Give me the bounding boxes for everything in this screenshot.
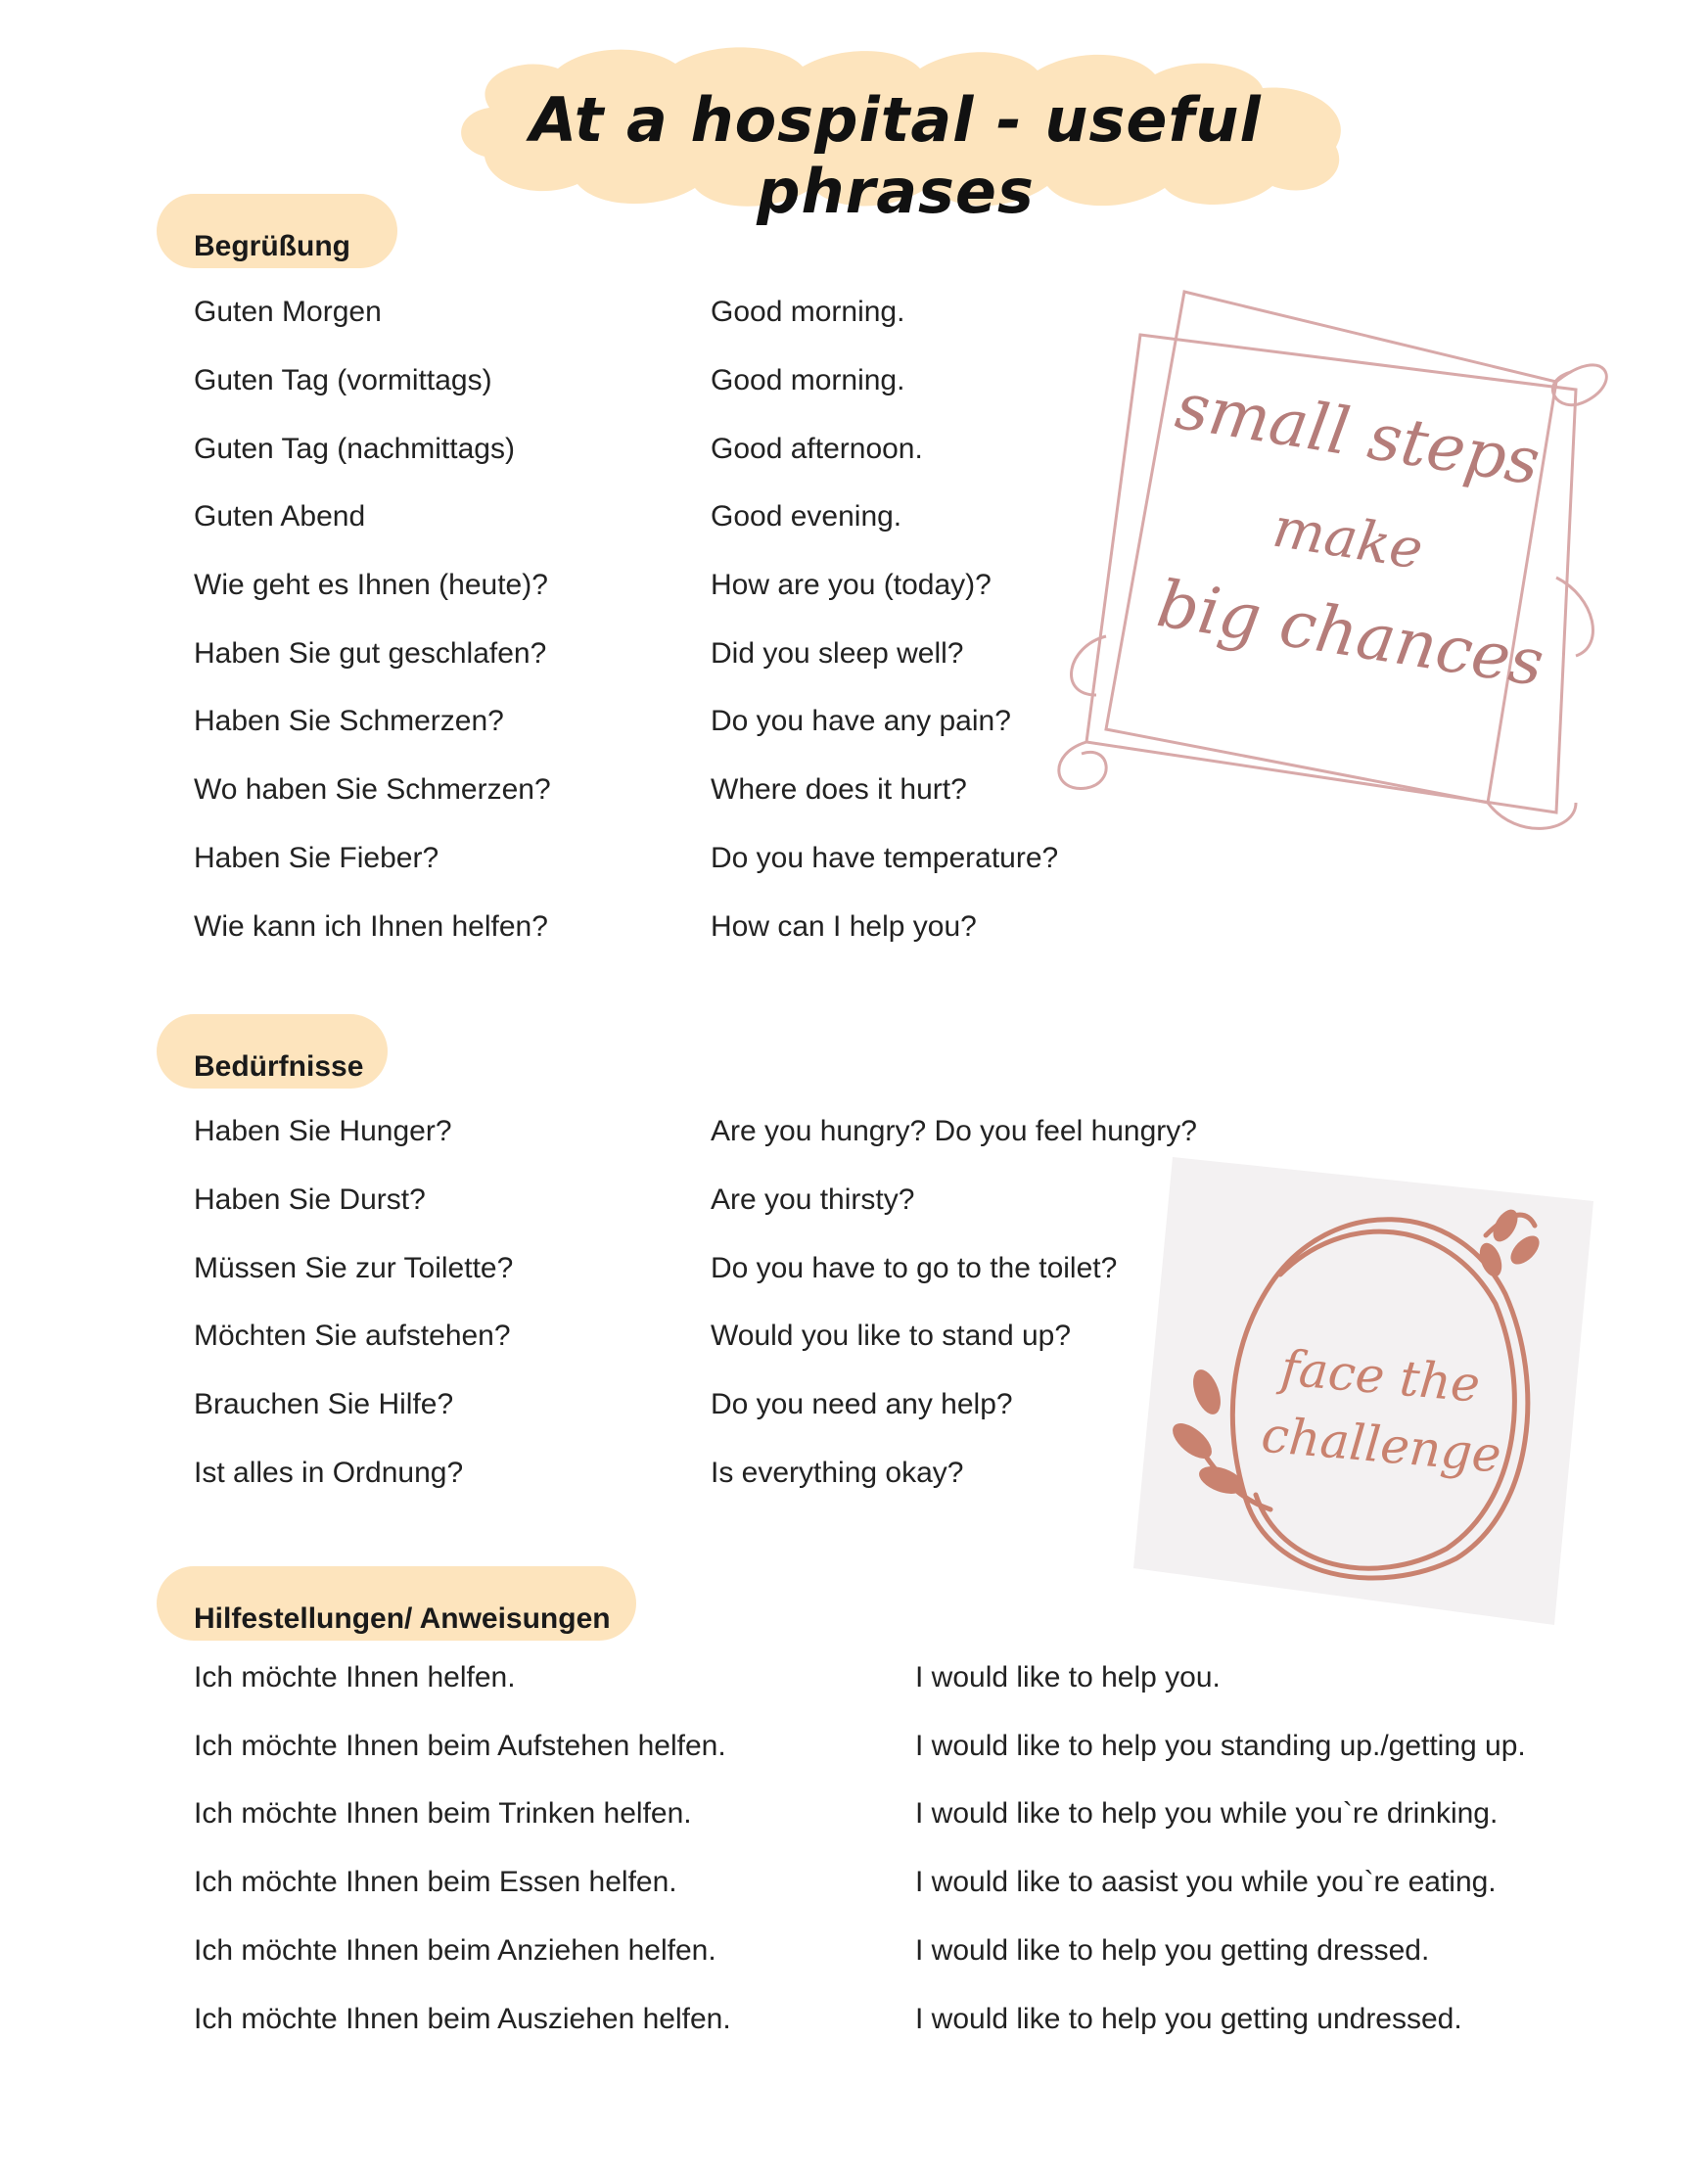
phrase-en: I would like to aasist you while you`re eating. bbox=[915, 1866, 1497, 1898]
phrase-de: Brauchen Sie Hilfe? bbox=[194, 1388, 454, 1420]
section-heading: Hilfestellungen/ Anweisungen bbox=[194, 1602, 611, 1635]
phrase-de: Haben Sie Durst? bbox=[194, 1183, 426, 1216]
quote-line: big chances bbox=[1152, 565, 1549, 702]
phrase-en: Did you sleep well? bbox=[711, 637, 964, 670]
phrase-en: I would like to help you standing up./getting up. bbox=[915, 1730, 1526, 1762]
phrase-en: Do you need any help? bbox=[711, 1388, 1013, 1420]
phrase-en: Are you thirsty? bbox=[711, 1183, 915, 1216]
phrase-de: Guten Tag (nachmittags) bbox=[194, 433, 515, 465]
phrase-en: I would like to help you getting undressed. bbox=[915, 2003, 1462, 2035]
phrase-de: Haben Sie Schmerzen? bbox=[194, 705, 504, 737]
phrase-de: Guten Abend bbox=[194, 500, 366, 533]
phrase-en: How are you (today)? bbox=[711, 569, 992, 601]
phrase-en: Do you have temperature? bbox=[711, 842, 1059, 874]
section-heading: Begrüßung bbox=[194, 230, 350, 262]
quote-line: challenge bbox=[1259, 1406, 1504, 1484]
section-heading-pill bbox=[157, 1566, 636, 1641]
quote-card-face-the-challenge bbox=[1133, 1157, 1601, 1625]
section-heading: Bedürfnisse bbox=[194, 1050, 364, 1083]
title-banner bbox=[431, 39, 1361, 225]
phrase-de: Guten Morgen bbox=[194, 296, 382, 328]
quote-line: make bbox=[1269, 495, 1427, 582]
phrase-de: Wie geht es Ihnen (heute)? bbox=[194, 569, 548, 601]
phrase-de: Ich möchte Ihnen beim Trinken helfen. bbox=[194, 1797, 692, 1830]
phrase-en: How can I help you? bbox=[711, 910, 977, 943]
quote-frame-small-steps bbox=[1028, 284, 1625, 852]
phrase-en: I would like to help you while you`re drinking. bbox=[915, 1797, 1499, 1830]
phrase-de: Wie kann ich Ihnen helfen? bbox=[194, 910, 548, 943]
phrase-en: Is everything okay? bbox=[711, 1457, 964, 1489]
phrase-de: Ich möchte Ihnen beim Anziehen helfen. bbox=[194, 1934, 716, 1967]
phrase-de: Müssen Sie zur Toilette? bbox=[194, 1252, 514, 1284]
phrase-en: Are you hungry? Do you feel hungry? bbox=[711, 1115, 1197, 1147]
phrase-en: Good morning. bbox=[711, 364, 905, 396]
phrase-de: Wo haben Sie Schmerzen? bbox=[194, 773, 551, 806]
phrase-de: Guten Tag (vormittags) bbox=[194, 364, 492, 396]
phrase-de: Möchten Sie aufstehen? bbox=[194, 1320, 511, 1352]
phrase-en: Where does it hurt? bbox=[711, 773, 967, 806]
quote-line: small steps bbox=[1171, 368, 1546, 500]
phrase-de: Ich möchte Ihnen beim Aufstehen helfen. bbox=[194, 1730, 726, 1762]
section-heading-pill bbox=[157, 194, 397, 268]
phrase-en: I would like to help you getting dressed. bbox=[915, 1934, 1430, 1967]
phrase-de: Haben Sie Hunger? bbox=[194, 1115, 452, 1147]
phrase-de: Ich möchte Ihnen beim Essen helfen. bbox=[194, 1866, 677, 1898]
phrase-de: Haben Sie Fieber? bbox=[194, 842, 439, 874]
section-heading-pill bbox=[157, 1014, 388, 1089]
phrase-en: Do you have any pain? bbox=[711, 705, 1011, 737]
phrase-en: Good morning. bbox=[711, 296, 905, 328]
phrase-de: Haben Sie gut geschlafen? bbox=[194, 637, 547, 670]
phrase-en: Good evening. bbox=[711, 500, 902, 533]
phrase-en: Good afternoon. bbox=[711, 433, 923, 465]
page-title: At a hospital - useful phrases bbox=[530, 84, 1262, 227]
phrase-de: Ich möchte Ihnen helfen. bbox=[194, 1661, 516, 1693]
quote-line: face the bbox=[1278, 1339, 1483, 1414]
phrase-en: Would you like to stand up? bbox=[711, 1320, 1072, 1352]
phrase-en: Do you have to go to the toilet? bbox=[711, 1252, 1118, 1284]
phrase-de: Ist alles in Ordnung? bbox=[194, 1457, 464, 1489]
phrase-en: I would like to help you. bbox=[915, 1661, 1221, 1693]
phrase-de: Ich möchte Ihnen beim Ausziehen helfen. bbox=[194, 2003, 731, 2035]
quote-text-small-steps bbox=[1152, 368, 1548, 701]
